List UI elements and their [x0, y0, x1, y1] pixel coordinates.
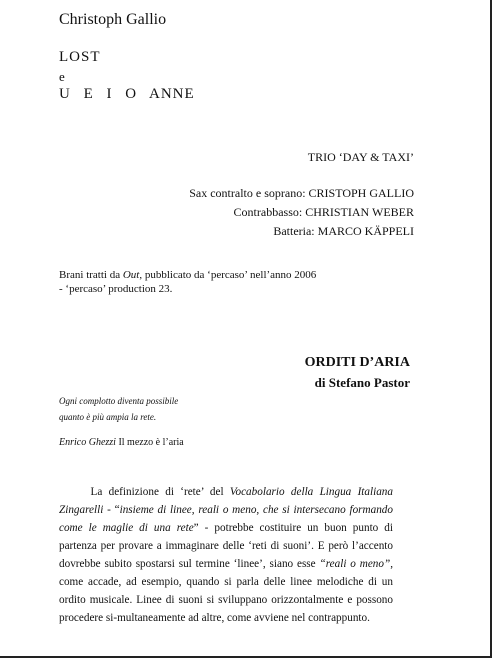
credit-bass: Contrabbasso: CHRISTIAN WEBER: [233, 205, 414, 219]
section-author: di Stefano Pastor: [314, 375, 410, 390]
title-lost: LOST: [59, 49, 101, 65]
vocabulary-title: Vocabolario della Lingua Italiana Zingarelli: [59, 486, 393, 516]
title-ueio-anne: U E I O ANNE: [59, 86, 195, 102]
body-paragraph: [59, 483, 393, 627]
album-title: Out: [122, 269, 140, 281]
source-prefix: Brani tratti da: [59, 269, 123, 281]
credit-drums: Batteria: MARCO KÄPPELI: [273, 224, 414, 238]
epigraph-source: [59, 437, 184, 448]
inline-quote: “reali o meno”: [319, 558, 391, 570]
credit-sax: Sax contralto e soprano: CRISTOPH GALLIO: [189, 186, 414, 200]
trio-name: TRIO ‘DAY & TAXI’: [307, 150, 414, 164]
para-text-2: - “: [103, 504, 120, 516]
epigraph-author: Enrico Ghezzi: [59, 437, 116, 448]
title-conjunction: e: [59, 69, 65, 84]
epigraph-line: quanto è più ampia la rete.: [59, 412, 157, 422]
para-text-4: , come accade, ad esempio, quando si parla delle linee melodiche di un ordito musicale. Linee di suoni si sviluppano orizzontalmente e possono procedere si-multaneamente ad altre, come avviene nel contrappunto.: [59, 558, 394, 624]
epigraph: [59, 393, 178, 425]
source-suffix: , pubblicato da ‘percaso’ nell’anno 2006: [139, 269, 317, 281]
author-name: Christoph Gallio: [59, 11, 167, 28]
para-text-1: La definizione di ‘rete’ del: [90, 486, 230, 498]
definition-quote: insieme di linee, reali o meno, che si intersecano formando come le maglie di una rete: [59, 504, 393, 534]
epigraph-line: Ogni complotto diventa possibile: [59, 396, 179, 406]
section-title: ORDITI D’ARIA: [304, 355, 410, 370]
source-note: [59, 268, 316, 296]
para-text-3: ” - potrebbe costituire un buon punto di partenza per provare a immaginare delle ‘reti di suoni’. E però l’accento dovrebbe subito spostarsi sul termine ‘linee’, siano esse: [59, 522, 393, 570]
source-production: - ‘percaso’ production 23.: [59, 283, 173, 295]
credits-block: [189, 184, 414, 241]
epigraph-work: Il mezzo è l’aria: [115, 437, 184, 448]
